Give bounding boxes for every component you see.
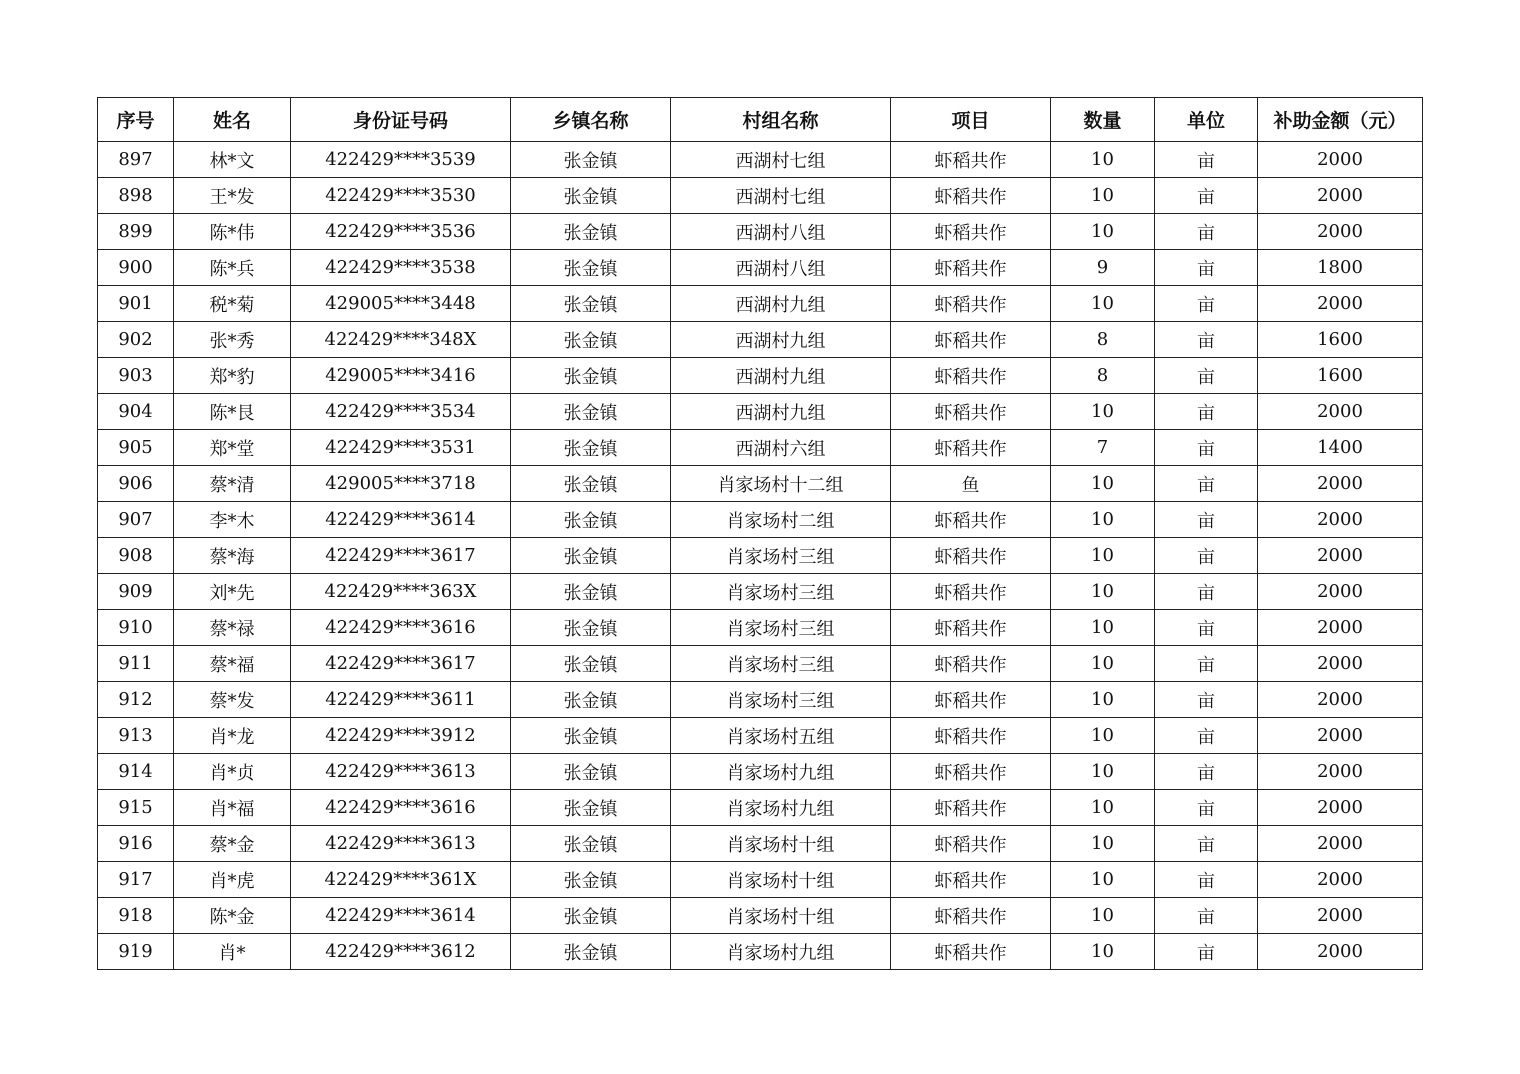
- cell-name: 陈*伟: [174, 214, 291, 250]
- cell-subsidy-amount: 2000: [1258, 286, 1423, 322]
- cell-quantity: 10: [1051, 466, 1155, 502]
- cell-quantity: 9: [1051, 250, 1155, 286]
- header-serial-number: 序号: [98, 98, 174, 142]
- cell-id-number: 422429****363X: [291, 574, 511, 610]
- cell-subsidy-amount: 2000: [1258, 538, 1423, 574]
- cell-quantity: 10: [1051, 898, 1155, 934]
- header-quantity: 数量: [1051, 98, 1155, 142]
- table-row: [98, 322, 1423, 358]
- cell-town: 张金镇: [511, 790, 671, 826]
- header-village-group: 村组名称: [671, 98, 891, 142]
- cell-id-number: 422429****3616: [291, 610, 511, 646]
- cell-serial-number: 911: [98, 646, 174, 682]
- cell-unit: 亩: [1155, 718, 1258, 754]
- cell-project: 鱼: [891, 466, 1051, 502]
- cell-project: 虾稻共作: [891, 538, 1051, 574]
- table-row: [98, 718, 1423, 754]
- cell-quantity: 10: [1051, 754, 1155, 790]
- cell-subsidy-amount: 1800: [1258, 250, 1423, 286]
- table-row: [98, 358, 1423, 394]
- cell-village-group: 西湖村七组: [671, 178, 891, 214]
- cell-id-number: 422429****3538: [291, 250, 511, 286]
- cell-name: 肖*龙: [174, 718, 291, 754]
- cell-name: 张*秀: [174, 322, 291, 358]
- table-body: [98, 142, 1423, 970]
- cell-project: 虾稻共作: [891, 142, 1051, 178]
- cell-id-number: 422429****3614: [291, 898, 511, 934]
- cell-name: 陈*艮: [174, 394, 291, 430]
- cell-unit: 亩: [1155, 250, 1258, 286]
- cell-serial-number: 915: [98, 790, 174, 826]
- cell-project: 虾稻共作: [891, 286, 1051, 322]
- cell-project: 虾稻共作: [891, 718, 1051, 754]
- cell-id-number: 422429****3611: [291, 682, 511, 718]
- cell-name: 肖*福: [174, 790, 291, 826]
- cell-project: 虾稻共作: [891, 178, 1051, 214]
- cell-project: 虾稻共作: [891, 250, 1051, 286]
- cell-name: 肖*: [174, 934, 291, 970]
- cell-subsidy-amount: 2000: [1258, 790, 1423, 826]
- table-row: [98, 574, 1423, 610]
- cell-quantity: 10: [1051, 286, 1155, 322]
- cell-project: 虾稻共作: [891, 862, 1051, 898]
- cell-project: 虾稻共作: [891, 214, 1051, 250]
- cell-village-group: 肖家场村三组: [671, 610, 891, 646]
- cell-unit: 亩: [1155, 394, 1258, 430]
- cell-quantity: 8: [1051, 358, 1155, 394]
- cell-quantity: 10: [1051, 790, 1155, 826]
- cell-name: 郑*堂: [174, 430, 291, 466]
- cell-name: 肖*贞: [174, 754, 291, 790]
- cell-id-number: 422429****361X: [291, 862, 511, 898]
- cell-unit: 亩: [1155, 934, 1258, 970]
- table-row: [98, 250, 1423, 286]
- table-row: [98, 178, 1423, 214]
- cell-unit: 亩: [1155, 610, 1258, 646]
- cell-quantity: 10: [1051, 610, 1155, 646]
- cell-unit: 亩: [1155, 790, 1258, 826]
- cell-serial-number: 900: [98, 250, 174, 286]
- header-id-number: 身份证号码: [291, 98, 511, 142]
- cell-village-group: 西湖村九组: [671, 322, 891, 358]
- subsidy-table: [97, 97, 1423, 970]
- cell-id-number: 429005****3416: [291, 358, 511, 394]
- cell-village-group: 肖家场村五组: [671, 718, 891, 754]
- cell-quantity: 10: [1051, 934, 1155, 970]
- cell-town: 张金镇: [511, 358, 671, 394]
- cell-unit: 亩: [1155, 286, 1258, 322]
- cell-town: 张金镇: [511, 250, 671, 286]
- cell-serial-number: 907: [98, 502, 174, 538]
- cell-quantity: 10: [1051, 574, 1155, 610]
- cell-subsidy-amount: 2000: [1258, 898, 1423, 934]
- cell-subsidy-amount: 2000: [1258, 934, 1423, 970]
- cell-serial-number: 901: [98, 286, 174, 322]
- cell-town: 张金镇: [511, 682, 671, 718]
- table-row: [98, 394, 1423, 430]
- cell-unit: 亩: [1155, 538, 1258, 574]
- cell-subsidy-amount: 2000: [1258, 610, 1423, 646]
- cell-subsidy-amount: 2000: [1258, 574, 1423, 610]
- cell-village-group: 肖家场村三组: [671, 646, 891, 682]
- cell-town: 张金镇: [511, 178, 671, 214]
- table-row: [98, 142, 1423, 178]
- cell-id-number: 422429****3536: [291, 214, 511, 250]
- cell-town: 张金镇: [511, 718, 671, 754]
- cell-quantity: 10: [1051, 502, 1155, 538]
- cell-town: 张金镇: [511, 574, 671, 610]
- cell-town: 张金镇: [511, 862, 671, 898]
- cell-village-group: 肖家场村十组: [671, 862, 891, 898]
- cell-id-number: 422429****3612: [291, 934, 511, 970]
- cell-name: 蔡*清: [174, 466, 291, 502]
- cell-town: 张金镇: [511, 286, 671, 322]
- cell-unit: 亩: [1155, 826, 1258, 862]
- table-row: [98, 898, 1423, 934]
- cell-project: 虾稻共作: [891, 754, 1051, 790]
- cell-village-group: 西湖村九组: [671, 358, 891, 394]
- cell-quantity: 10: [1051, 718, 1155, 754]
- cell-subsidy-amount: 1600: [1258, 322, 1423, 358]
- cell-project: 虾稻共作: [891, 790, 1051, 826]
- cell-project: 虾稻共作: [891, 430, 1051, 466]
- cell-serial-number: 919: [98, 934, 174, 970]
- table-row: [98, 826, 1423, 862]
- cell-serial-number: 912: [98, 682, 174, 718]
- cell-project: 虾稻共作: [891, 322, 1051, 358]
- cell-quantity: 10: [1051, 142, 1155, 178]
- cell-serial-number: 902: [98, 322, 174, 358]
- cell-subsidy-amount: 2000: [1258, 394, 1423, 430]
- cell-quantity: 10: [1051, 646, 1155, 682]
- cell-serial-number: 899: [98, 214, 174, 250]
- cell-unit: 亩: [1155, 574, 1258, 610]
- cell-unit: 亩: [1155, 142, 1258, 178]
- cell-town: 张金镇: [511, 754, 671, 790]
- cell-subsidy-amount: 2000: [1258, 754, 1423, 790]
- table-row: [98, 862, 1423, 898]
- cell-serial-number: 905: [98, 430, 174, 466]
- cell-quantity: 10: [1051, 862, 1155, 898]
- cell-id-number: 422429****3912: [291, 718, 511, 754]
- header-name: 姓名: [174, 98, 291, 142]
- cell-unit: 亩: [1155, 322, 1258, 358]
- cell-unit: 亩: [1155, 214, 1258, 250]
- cell-town: 张金镇: [511, 214, 671, 250]
- cell-village-group: 肖家场村九组: [671, 754, 891, 790]
- cell-id-number: 422429****3616: [291, 790, 511, 826]
- cell-name: 蔡*禄: [174, 610, 291, 646]
- cell-id-number: 422429****3539: [291, 142, 511, 178]
- cell-town: 张金镇: [511, 934, 671, 970]
- cell-serial-number: 913: [98, 718, 174, 754]
- cell-serial-number: 909: [98, 574, 174, 610]
- cell-project: 虾稻共作: [891, 682, 1051, 718]
- cell-town: 张金镇: [511, 826, 671, 862]
- cell-subsidy-amount: 2000: [1258, 502, 1423, 538]
- cell-serial-number: 914: [98, 754, 174, 790]
- cell-name: 蔡*发: [174, 682, 291, 718]
- cell-name: 蔡*福: [174, 646, 291, 682]
- cell-town: 张金镇: [511, 610, 671, 646]
- cell-id-number: 422429****3531: [291, 430, 511, 466]
- cell-subsidy-amount: 2000: [1258, 142, 1423, 178]
- cell-serial-number: 898: [98, 178, 174, 214]
- cell-project: 虾稻共作: [891, 394, 1051, 430]
- cell-serial-number: 908: [98, 538, 174, 574]
- cell-name: 蔡*海: [174, 538, 291, 574]
- cell-id-number: 429005****3718: [291, 466, 511, 502]
- cell-town: 张金镇: [511, 538, 671, 574]
- cell-name: 陈*金: [174, 898, 291, 934]
- cell-name: 税*菊: [174, 286, 291, 322]
- cell-subsidy-amount: 2000: [1258, 178, 1423, 214]
- cell-id-number: 422429****3530: [291, 178, 511, 214]
- cell-village-group: 西湖村七组: [671, 142, 891, 178]
- cell-unit: 亩: [1155, 754, 1258, 790]
- cell-unit: 亩: [1155, 178, 1258, 214]
- cell-unit: 亩: [1155, 898, 1258, 934]
- cell-unit: 亩: [1155, 430, 1258, 466]
- cell-town: 张金镇: [511, 466, 671, 502]
- cell-id-number: 422429****3534: [291, 394, 511, 430]
- table-row: [98, 466, 1423, 502]
- cell-id-number: 429005****3448: [291, 286, 511, 322]
- cell-id-number: 422429****3617: [291, 646, 511, 682]
- cell-project: 虾稻共作: [891, 898, 1051, 934]
- cell-village-group: 肖家场村三组: [671, 538, 891, 574]
- cell-name: 王*发: [174, 178, 291, 214]
- cell-quantity: 10: [1051, 826, 1155, 862]
- table-row: [98, 538, 1423, 574]
- cell-town: 张金镇: [511, 430, 671, 466]
- cell-serial-number: 903: [98, 358, 174, 394]
- cell-serial-number: 904: [98, 394, 174, 430]
- cell-subsidy-amount: 2000: [1258, 718, 1423, 754]
- cell-quantity: 10: [1051, 394, 1155, 430]
- header-unit: 单位: [1155, 98, 1258, 142]
- cell-subsidy-amount: 1600: [1258, 358, 1423, 394]
- table-row: [98, 682, 1423, 718]
- cell-town: 张金镇: [511, 322, 671, 358]
- table-row: [98, 610, 1423, 646]
- cell-serial-number: 906: [98, 466, 174, 502]
- cell-subsidy-amount: 1400: [1258, 430, 1423, 466]
- cell-serial-number: 918: [98, 898, 174, 934]
- cell-serial-number: 910: [98, 610, 174, 646]
- cell-unit: 亩: [1155, 466, 1258, 502]
- cell-quantity: 10: [1051, 538, 1155, 574]
- cell-quantity: 10: [1051, 682, 1155, 718]
- cell-village-group: 肖家场村二组: [671, 502, 891, 538]
- cell-quantity: 10: [1051, 178, 1155, 214]
- table-row: [98, 502, 1423, 538]
- table-row: [98, 430, 1423, 466]
- table-header-row: [98, 98, 1423, 142]
- cell-project: 虾稻共作: [891, 358, 1051, 394]
- header-subsidy-amount: 补助金额（元）: [1258, 98, 1423, 142]
- cell-name: 林*文: [174, 142, 291, 178]
- cell-unit: 亩: [1155, 358, 1258, 394]
- cell-unit: 亩: [1155, 862, 1258, 898]
- cell-village-group: 肖家场村九组: [671, 934, 891, 970]
- cell-subsidy-amount: 2000: [1258, 826, 1423, 862]
- cell-village-group: 西湖村八组: [671, 250, 891, 286]
- cell-village-group: 西湖村九组: [671, 286, 891, 322]
- cell-subsidy-amount: 2000: [1258, 862, 1423, 898]
- table-row: [98, 286, 1423, 322]
- cell-project: 虾稻共作: [891, 610, 1051, 646]
- cell-subsidy-amount: 2000: [1258, 682, 1423, 718]
- cell-subsidy-amount: 2000: [1258, 214, 1423, 250]
- cell-serial-number: 916: [98, 826, 174, 862]
- cell-name: 陈*兵: [174, 250, 291, 286]
- cell-village-group: 西湖村六组: [671, 430, 891, 466]
- cell-subsidy-amount: 2000: [1258, 466, 1423, 502]
- cell-town: 张金镇: [511, 142, 671, 178]
- header-town: 乡镇名称: [511, 98, 671, 142]
- cell-id-number: 422429****3613: [291, 754, 511, 790]
- cell-town: 张金镇: [511, 502, 671, 538]
- cell-project: 虾稻共作: [891, 826, 1051, 862]
- cell-town: 张金镇: [511, 898, 671, 934]
- table-row: [98, 754, 1423, 790]
- cell-id-number: 422429****3614: [291, 502, 511, 538]
- cell-village-group: 肖家场村十组: [671, 898, 891, 934]
- cell-project: 虾稻共作: [891, 934, 1051, 970]
- cell-name: 刘*先: [174, 574, 291, 610]
- cell-village-group: 肖家场村十二组: [671, 466, 891, 502]
- cell-village-group: 肖家场村三组: [671, 682, 891, 718]
- cell-village-group: 西湖村八组: [671, 214, 891, 250]
- cell-unit: 亩: [1155, 502, 1258, 538]
- cell-name: 肖*虎: [174, 862, 291, 898]
- cell-project: 虾稻共作: [891, 646, 1051, 682]
- cell-id-number: 422429****3617: [291, 538, 511, 574]
- cell-project: 虾稻共作: [891, 574, 1051, 610]
- cell-name: 蔡*金: [174, 826, 291, 862]
- cell-serial-number: 917: [98, 862, 174, 898]
- cell-unit: 亩: [1155, 682, 1258, 718]
- cell-project: 虾稻共作: [891, 502, 1051, 538]
- table-row: [98, 214, 1423, 250]
- cell-serial-number: 897: [98, 142, 174, 178]
- cell-subsidy-amount: 2000: [1258, 646, 1423, 682]
- cell-village-group: 肖家场村三组: [671, 574, 891, 610]
- cell-village-group: 西湖村九组: [671, 394, 891, 430]
- cell-quantity: 7: [1051, 430, 1155, 466]
- cell-name: 李*木: [174, 502, 291, 538]
- cell-town: 张金镇: [511, 394, 671, 430]
- cell-id-number: 422429****3613: [291, 826, 511, 862]
- cell-town: 张金镇: [511, 646, 671, 682]
- cell-village-group: 肖家场村九组: [671, 790, 891, 826]
- cell-village-group: 肖家场村十组: [671, 826, 891, 862]
- cell-quantity: 8: [1051, 322, 1155, 358]
- cell-quantity: 10: [1051, 214, 1155, 250]
- table-row: [98, 934, 1423, 970]
- header-project: 项目: [891, 98, 1051, 142]
- cell-id-number: 422429****348X: [291, 322, 511, 358]
- table-row: [98, 790, 1423, 826]
- cell-unit: 亩: [1155, 646, 1258, 682]
- table-row: [98, 646, 1423, 682]
- cell-name: 郑*豹: [174, 358, 291, 394]
